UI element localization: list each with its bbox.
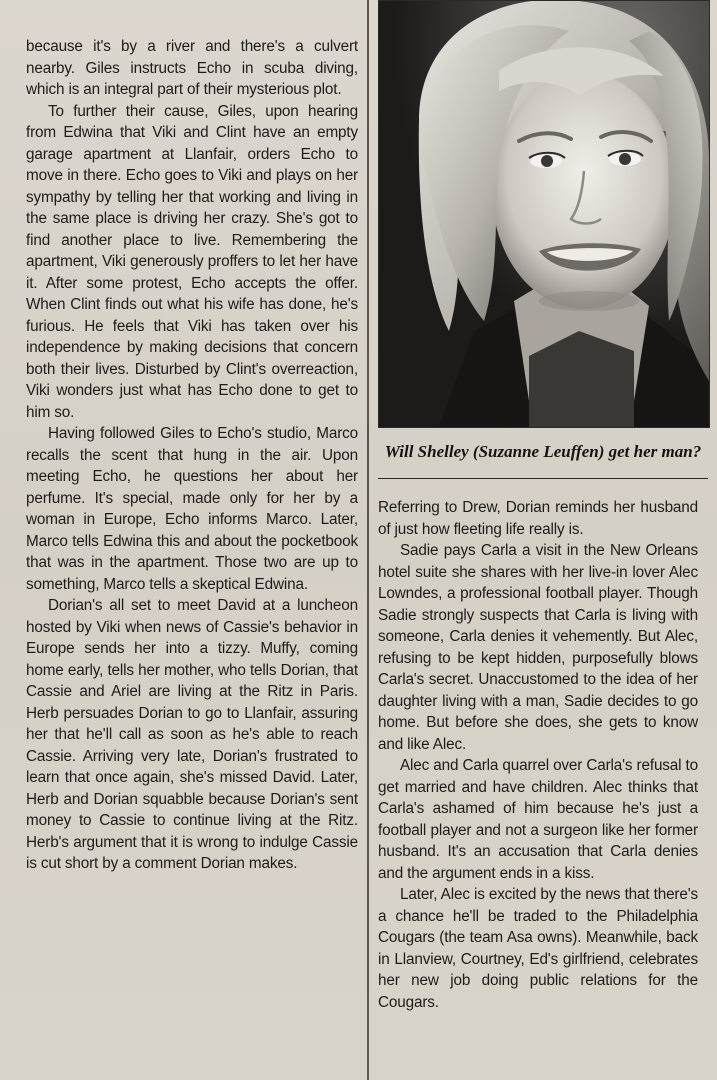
article-left-column <box>26 36 358 875</box>
paragraph: Alec and Carla quarrel over Carla's refusal to get married and have children. Alec thinks that Carla's ashamed of him because he's just a football player and not a surgeon like her former husband. It's an accusation that Carla denies and the argument ends in a kiss. <box>378 757 698 882</box>
portrait-photo <box>378 0 710 428</box>
portrait-illustration <box>379 1 709 427</box>
column-divider <box>367 0 369 1080</box>
paragraph: Referring to Drew, Dorian reminds her husband of just how fleeting life really is. <box>378 499 698 538</box>
paragraph: because it's by a river and there's a culvert nearby. Giles instructs Echo in scuba diving, which is an integral part of their mysterious plot. <box>26 38 358 98</box>
paragraph: Later, Alec is excited by the news that there's a chance he'll be traded to the Philadelphia Cougars (the team Asa owns). Meanwhile, back in Llanview, Courtney, Ed's girlfriend, celebrates her new job doing public relations for the Cougars. <box>378 886 698 1011</box>
paragraph: Sadie pays Carla a visit in the New Orleans hotel suite she shares with her live-in lover Alec Lowndes, a professional football player. Though Sadie strongly suspects that Carla is living with someone, Carla denies it vehemently. But Alec, refusing to be kept hidden, purposefully blows Carla's secret. Unaccustomed to the idea of her daughter living with a man, Sadie decides to go home. But before she does, she gets to know and like Alec. <box>378 542 698 753</box>
paragraph: Having followed Giles to Echo's studio, Marco recalls the scent that hung in the air. Upon meeting Echo, he questions her about her perfume. It's special, made only for her by a woman in Europe, Echo informs Marco. Later, Marco tells Edwina this and about the pocketbook that was in the apartment. Those two are up to something, Marco tells a skeptical Edwina. <box>26 425 358 593</box>
photo-caption: Will Shelley (Suzanne Leuffen) get her man? <box>378 426 708 479</box>
article-right-column <box>378 497 698 1013</box>
paragraph: Dorian's all set to meet David at a luncheon hosted by Viki when news of Cassie's behavior in Europe sends her into a tizzy. Muffy, coming home early, tells her mother, who tells Dorian, that Cassie and Ariel are living at the Ritz in Paris. Herb persuades Dorian to go to Llanfair, assuring her that he'll call as soon as he's able to reach Cassie. Arriving very late, Dorian's frustrated to learn that once again, she's missed David. Later, Herb and Dorian squabble because Dorian's sent money to Cassie to continue living at the Ritz. Herb's argument that it is wrong to indulge Cassie is cut short by a comment Dorian makes. <box>26 597 358 872</box>
paragraph: To further their cause, Giles, upon hearing from Edwina that Viki and Clint have an empty garage apartment at Llanfair, orders Echo to move in there. Echo goes to Viki and plays on her sympathy by telling her that working and living in the same place is driving her crazy. She's got to find another place to live. Remembering the apartment, Viki generously proffers to let her have it. After some protest, Echo accepts the offer. When Clint finds out what his wife has done, he's furious. He feels that Viki has taken over his independence by making decisions that concern both their lives. Disturbed by Clint's overreaction, Viki wonders just what has Echo done to get to him so. <box>26 102 358 421</box>
